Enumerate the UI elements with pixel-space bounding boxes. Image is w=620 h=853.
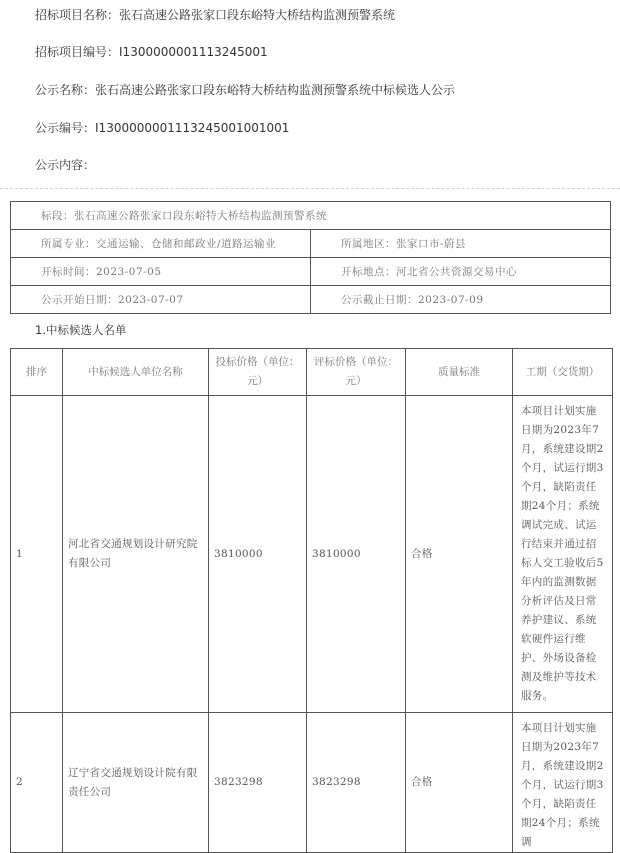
header-quality: 质量标准 — [406, 349, 513, 396]
region-cell: 所属地区：张家口市-蔚县 — [311, 230, 611, 258]
end-date-cell: 公示截止日期：2023-07-09 — [311, 286, 611, 314]
project-name-label: 招标项目名称： — [35, 8, 120, 22]
header-bid: 投标价格（单位：元） — [209, 349, 307, 396]
start-date-cell: 公示开始日期：2023-07-07 — [11, 286, 311, 314]
order-cell: 2 — [11, 713, 63, 853]
period-cell: 本项目计划实施日期为2023年7月，系统建设期2个月，试运行期3个月，缺陷责任期24个月；系统调试完成、试运行结束并通过招标人交工验收后5年内的监测数据分析评估及日常养护建议、系统软硬件运行维护、外场设备检测及维护等技术服务。 — [513, 396, 613, 713]
section-cell: 标段：张石高速公路张家口段东峪特大桥结构监测预警系统 — [11, 202, 611, 230]
eval-cell: 3810000 — [307, 396, 406, 713]
notice-name: 张石高速公路张家口段东峪特大桥结构监测预警系统中标候选人公示 — [95, 83, 456, 97]
notice-name-label: 公示名称： — [35, 83, 96, 97]
header-eval: 评标价格（单位：元） — [307, 349, 406, 396]
bid-cell: 3823298 — [209, 713, 307, 853]
content-label: 公示内容： — [35, 158, 96, 172]
project-no: I1300000001113245001 — [119, 45, 268, 59]
eval-cell: 3823298 — [307, 713, 406, 853]
bid-cell: 3810000 — [209, 396, 307, 713]
divider — [0, 188, 620, 189]
notice-no-line — [35, 119, 289, 136]
info-row — [11, 258, 611, 286]
name-cell: 辽宁省交通规划设计院有限责任公司 — [63, 713, 209, 853]
name-cell: 河北省交通规划设计研究院有限公司 — [63, 396, 209, 713]
section-title: 1.中标候选人名单 — [35, 323, 127, 337]
info-row — [11, 286, 611, 314]
project-no-label: 招标项目编号： — [35, 45, 120, 59]
period-cell: 本项目计划实施日期为2023年7月，系统建设期2个月，试运行期3个月，缺陷责任期24个月；系统调 — [513, 713, 613, 853]
project-name: 张石高速公路张家口段东峪特大桥结构监测预警系统 — [119, 8, 396, 22]
notice-no: I1300000001113245001001001 — [95, 121, 290, 135]
header-order: 排序 — [11, 349, 63, 396]
table-row — [11, 713, 613, 853]
open-place-cell: 开标地点：河北省公共资源交易中心 — [311, 258, 611, 286]
open-time-cell: 开标时间：2023-07-05 — [11, 258, 311, 286]
candidates-table — [10, 348, 613, 853]
order-cell: 1 — [11, 396, 63, 713]
notice-no-label: 公示编号： — [35, 121, 96, 135]
quality-cell: 合格 — [406, 713, 513, 853]
project-no-line — [35, 43, 268, 60]
industry-cell: 所属专业：交通运输、仓储和邮政业/道路运输业 — [11, 230, 311, 258]
info-row — [11, 202, 611, 230]
quality-cell: 合格 — [406, 396, 513, 713]
info-row — [11, 230, 611, 258]
notice-name-line — [35, 81, 455, 98]
table-row — [11, 396, 613, 713]
header-name: 中标候选人单位名称 — [63, 349, 209, 396]
info-table — [10, 201, 611, 314]
project-name-line — [35, 6, 395, 23]
table-header-row — [11, 349, 613, 396]
header-period: 工期（交货期） — [513, 349, 613, 396]
